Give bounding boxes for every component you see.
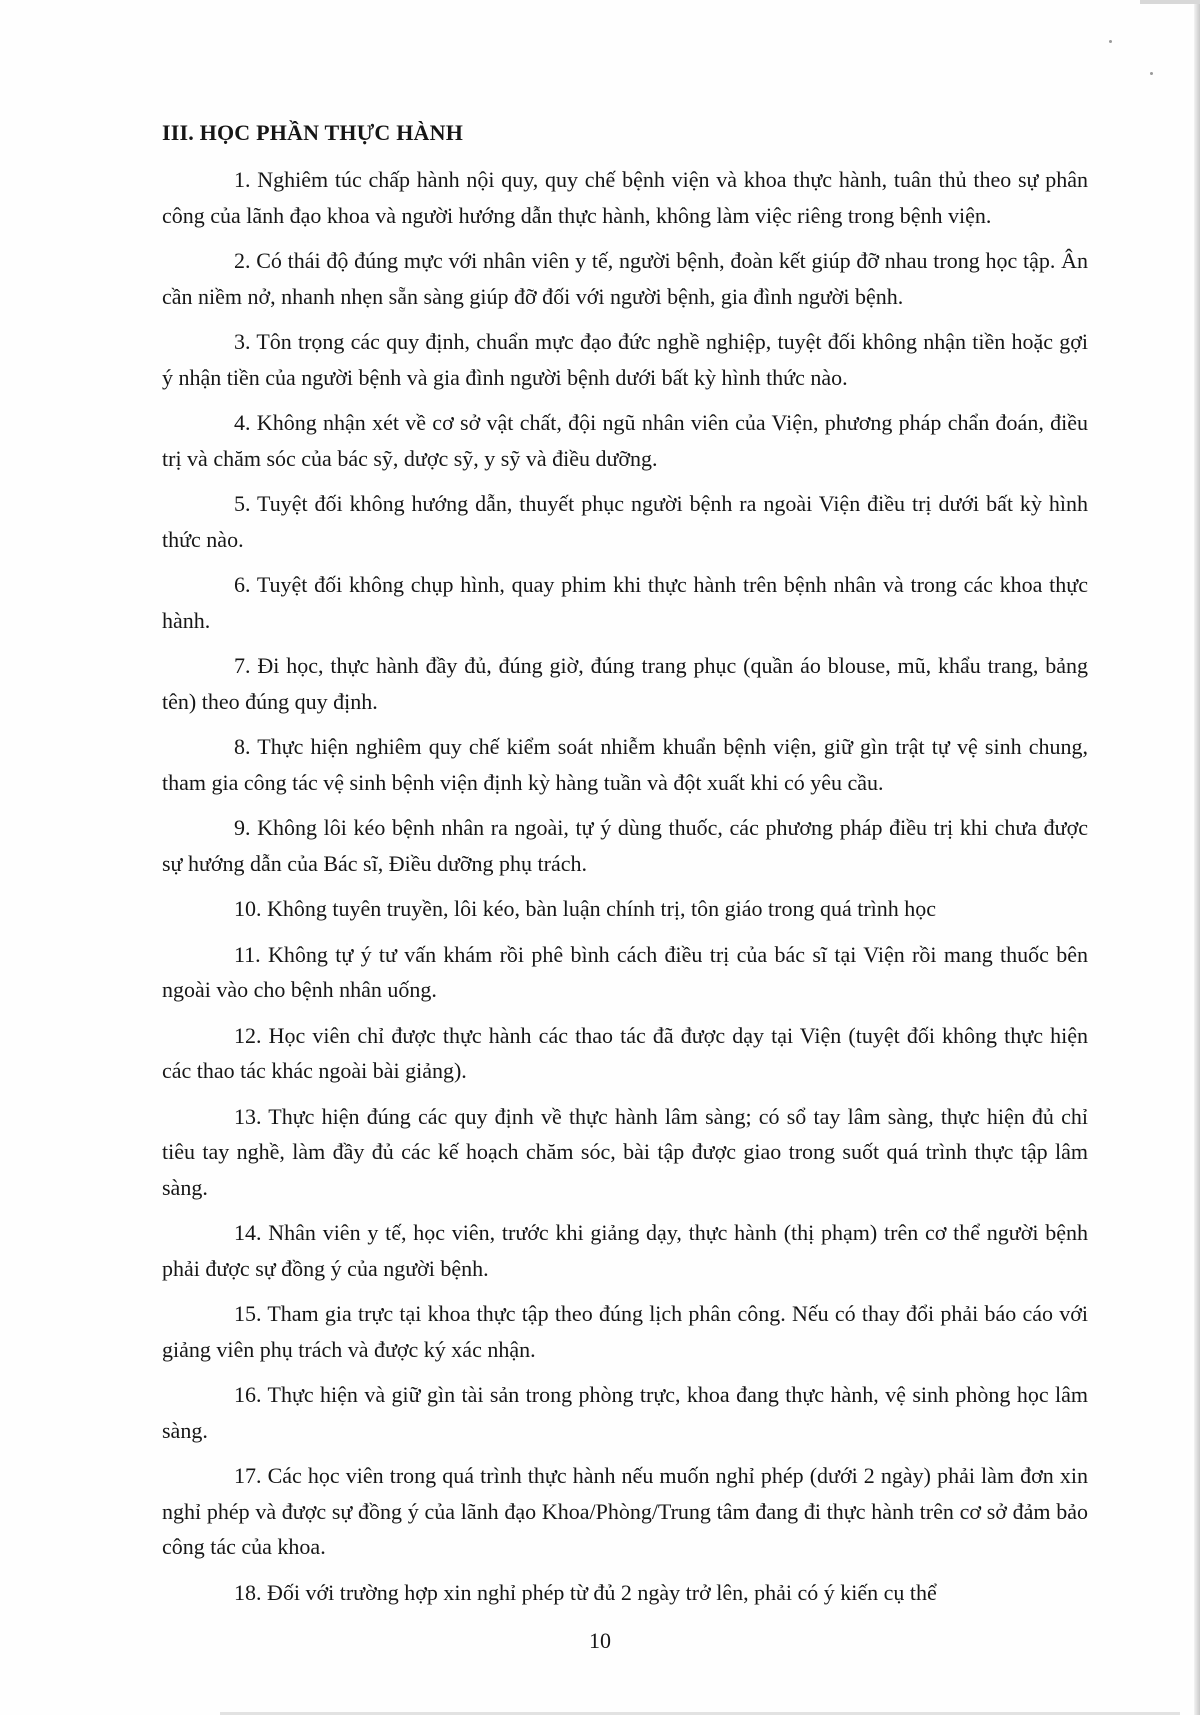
- scan-speck: [1150, 72, 1153, 75]
- rule-paragraph: 11. Không tự ý tư vấn khám rồi phê bình cách điều trị của bác sĩ tại Viện rồi mang thuốc bên ngoài vào cho bệnh nhân uống.: [162, 941, 1088, 1002]
- scan-edge-top: [1140, 0, 1200, 4]
- rule-paragraph: 9. Không lôi kéo bệnh nhân ra ngoài, tự ý dùng thuốc, các phương pháp điều trị khi chưa được sự hướng dẫn của Bác sĩ, Điều dưỡng phụ trách.: [162, 815, 1088, 876]
- rule-paragraph: 17. Các học viên trong quá trình thực hành nếu muốn nghỉ phép (dưới 2 ngày) phải làm đơn xin nghỉ phép và được sự đồng ý của lãnh đạo Khoa/Phòng/Trung tâm đang đi thực hành trên cơ sở đảm bảo công tác của khoa.: [162, 1463, 1088, 1559]
- rule-paragraph: 5. Tuyệt đối không hướng dẫn, thuyết phục người bệnh ra ngoài Viện điều trị dưới bất kỳ hình thức nào.: [162, 491, 1088, 552]
- rule-paragraph: 10. Không tuyên truyền, lôi kéo, bàn luận chính trị, tôn giáo trong quá trình học: [234, 896, 937, 921]
- rule-paragraph: 2. Có thái độ đúng mực với nhân viên y tế, người bệnh, đoàn kết giúp đỡ nhau trong học tập. Ân cần niềm nở, nhanh nhẹn sẵn sàng giúp đỡ đối với người bệnh, gia đình người bệnh.: [162, 248, 1088, 309]
- document-body: [162, 118, 1088, 1620]
- section-title: III. HỌC PHẦN THỰC HÀNH: [162, 120, 464, 145]
- rule-paragraph: 3. Tôn trọng các quy định, chuẩn mực đạo đức nghề nghiệp, tuyệt đối không nhận tiền hoặc gợi ý nhận tiền của người bệnh và gia đình người bệnh dưới bất kỳ hình thức nào.: [162, 329, 1088, 390]
- rule-paragraph: 14. Nhân viên y tế, học viên, trước khi giảng dạy, thực hành (thị phạm) trên cơ thể người bệnh phải được sự đồng ý của người bệnh.: [162, 1220, 1088, 1281]
- rule-paragraph: 13. Thực hiện đúng các quy định về thực hành lâm sàng; có sổ tay lâm sàng, thực hiện đủ chỉ tiêu tay nghề, làm đầy đủ các kế hoạch chăm sóc, bài tập được giao trong suốt quá trình thực tập lâm sàng.: [162, 1103, 1088, 1200]
- scan-edge-right: [1194, 0, 1200, 1715]
- rule-paragraph: 16. Thực hiện và giữ gìn tài sản trong phòng trực, khoa đang thực hành, vệ sinh phòng học lâm sàng.: [162, 1382, 1088, 1443]
- rule-paragraph: 1. Nghiêm túc chấp hành nội quy, quy chế bệnh viện và khoa thực hành, tuân thủ theo sự phân công của lãnh đạo khoa và người hướng dẫn thực hành, không làm việc riêng trong bệnh viện.: [162, 167, 1088, 228]
- rule-paragraph: 4. Không nhận xét về cơ sở vật chất, đội ngũ nhân viên của Viện, phương pháp chẩn đoán, điều trị và chăm sóc của bác sỹ, dược sỹ, y sỹ và điều dưỡng.: [162, 410, 1088, 471]
- rule-paragraph: 6. Tuyệt đối không chụp hình, quay phim khi thực hành trên bệnh nhân và trong các khoa thực hành.: [162, 572, 1088, 633]
- rule-paragraph: 18. Đối với trường hợp xin nghỉ phép từ đủ 2 ngày trở lên, phải có ý kiến cụ thể: [234, 1579, 937, 1605]
- rule-paragraph: 8. Thực hiện nghiêm quy chế kiểm soát nhiễm khuẩn bệnh viện, giữ gìn trật tự vệ sinh chung, tham gia công tác vệ sinh bệnh viện định kỳ hàng tuần và đột xuất khi có yêu cầu.: [162, 734, 1088, 795]
- scan-speck: [1109, 40, 1112, 43]
- page-number: 10: [589, 1628, 611, 1653]
- rule-paragraph: 15. Tham gia trực tại khoa thực tập theo đúng lịch phân công. Nếu có thay đổi phải báo cáo với giảng viên phụ trách và được ký xác nhận.: [162, 1301, 1088, 1362]
- rule-paragraph: 7. Đi học, thực hành đầy đủ, đúng giờ, đúng trang phục (quần áo blouse, mũ, khẩu trang, bảng tên) theo đúng quy định.: [162, 653, 1088, 714]
- rule-paragraph: 12. Học viên chỉ được thực hành các thao tác đã được dạy tại Viện (tuyệt đối không thực hiện các thao tác khác ngoài bài giảng).: [162, 1022, 1088, 1083]
